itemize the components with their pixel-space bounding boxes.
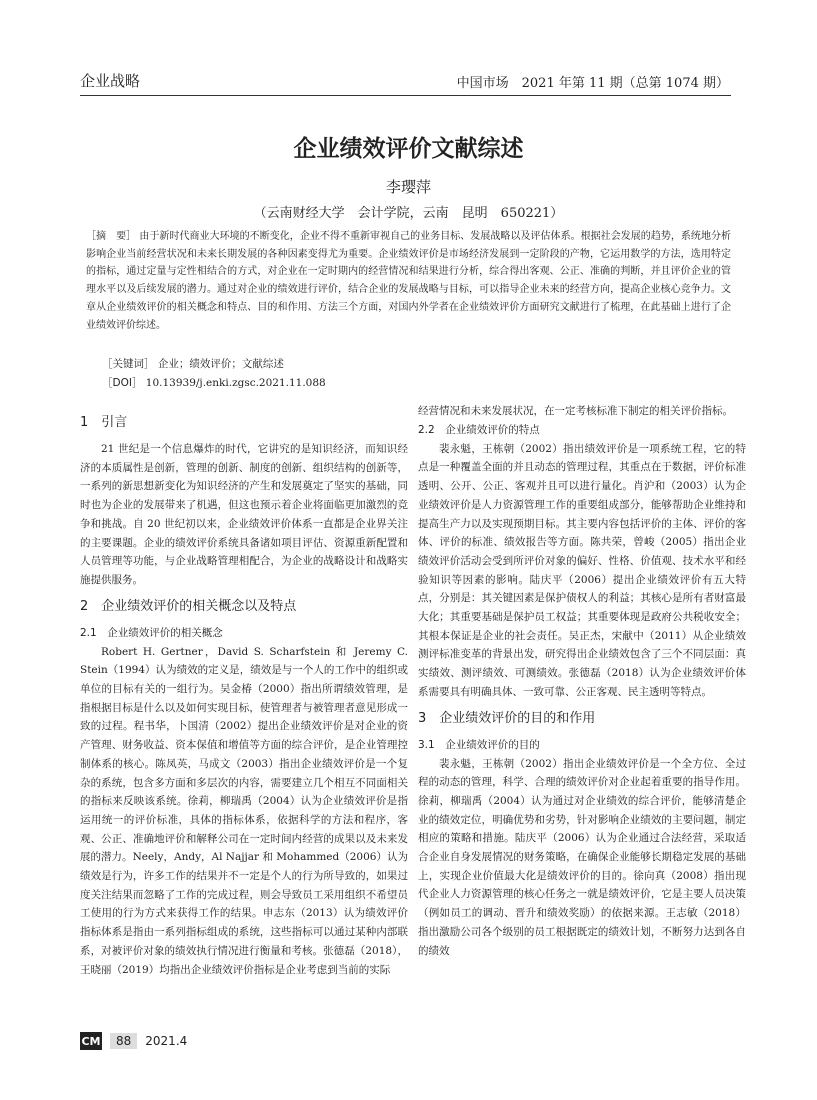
left-column: [80, 406, 408, 979]
affiliation: （云南财经大学 会计学院，云南 昆明 650221）: [253, 206, 564, 221]
abstract: [86, 228, 731, 334]
abstract-label: ［摘 要］: [86, 231, 137, 242]
section-2-heading: 2 企业绩效评价的相关概念以及特点: [80, 598, 297, 614]
keywords-text: 企业；绩效评价；文献综述: [157, 358, 284, 370]
abstract-text: 由于新时代商业大环境的不断变化，企业不得不重新审视自己的业务目标、发展战略以及评估体系。根据社会发展的趋势，系统地分析影响企业当前经营状况和未来长期发展的各种因素变得尤为重要。企业绩效评价是市场经济发展到一定阶段的产物，它运用数学的方法，选用特定的指标，通过定量与定性相结合的方式，对企业在一定时期内的经营情况和结果进行分析，综合得出客观、公正、准确的判断，并且评价企业的管理水平以及后续发展的潜力。通过对企业的绩效进行评价，结合企业的发展战略与目标，可以指导企业未来的经营方向，提高企业核心竞争力。文章从企业绩效评价的相关概念和特点、目的和作用、方法三个方面，对国内外学者在企业绩效评价方面研究文献进行了梳理，在此基础上进行了企业绩效评价综述。: [86, 231, 732, 331]
journal-logo: CM: [80, 1032, 102, 1050]
section-2-1-heading: 2.1 企业绩效评价的相关概念: [80, 626, 223, 639]
article-title: 企业绩效评价文献综述: [293, 136, 524, 162]
doi-label: ［DOI］: [102, 377, 143, 389]
header-rule: [80, 95, 731, 96]
page-footer: [80, 1032, 187, 1050]
section-3-1-heading: 3.1 企业绩效评价的目的: [418, 738, 540, 751]
continued-paragraph: 经营情况和未来发展状况，在一定考核标准下制定的相关评价指标。: [418, 405, 733, 417]
journal-issue: 中国市场 2021 年第 11 期（总第 1074 期）: [456, 76, 729, 91]
right-column: [418, 402, 746, 960]
section-2-2-heading: 2.2 企业绩效评价的特点: [418, 423, 540, 436]
section-3-1-paragraph: 裴永魁，王栋朝（2002）指出企业绩效评价是一个全方位、全过程的动态的管理，科学、合理的绩效评价对企业起着重要的指导作用。徐莉，柳瑞禹（2004）认为通过对企业绩效的综合评价，能够清楚企业的绩效定位，明确优势和劣势，针对影响企业绩效的主要问题，制定相应的策略和措施。陆庆平（2006）认为企业通过合法经营，采取适合企业自身发展情况的财务策略，在确保企业能够长期稳定发展的基础上，实现企业价值最大化是绩效评价的目的。徐向真（2008）指出现代企业人力资源管理的核心任务之一就是绩效评价，它是主要人员决策（例如员工的调动、晋升和绩效奖励）的依据来源。王志敏（2018）指出激励公司各个级别的员工根据既定的绩效计划，不断努力达到各自的绩效: [418, 757, 746, 957]
section-3-heading: 3 企业绩效评价的目的和作用: [418, 710, 596, 726]
section-1-heading: 1 引言: [80, 415, 128, 430]
author-name: 李璎萍: [385, 178, 431, 196]
keywords: [102, 356, 284, 371]
issue-date: 2021.4: [145, 1034, 188, 1048]
section-label: 企业战略: [80, 72, 141, 90]
doi-text: 10.13939/j.enki.zgsc.2021.11.088: [145, 377, 326, 389]
doi: [102, 375, 326, 390]
keywords-label: ［关键词］: [102, 358, 155, 370]
section-1-paragraph: 21 世纪是一个信息爆炸的时代，它讲究的是知识经济，而知识经济的本质属性是创新，管理的创新、制度的创新、组织结构的创新等，一系列的新思想新变化为知识经济的产生和发展奠定了坚实的基础，同时也为企业的发展带来了机遇，但这也预示着企业将面临更加激烈的竞争和挑战。自 20 世纪初以来，企业绩效评价体系一直都是企业界关注的主要课题。企业的绩效评价系统具备诸如项目评估、资源重新配置和人员管理等功能，与企业战略管理相配合，为企业的战略设计和战略实施提供服务。: [80, 443, 408, 586]
section-2-1-paragraph: Robert H. Gertner，David S. Scharfstein 和 Jeremy C. Stein（1994）认为绩效的定义是，绩效是与一个人的工作中的组织或单位的目标有关的一组行为。吴金椿（2000）指出所谓绩效管理，是指根据目标是什么以及如何实现目标，使管理者与被管理者意见形成一致的过程。程书华，卜国清（2002）提出企业绩效评价是对企业的资产管理、财务收益、资本保值和增值等方面的综合评价，是企业管理控制体系的核心。陈凤英，马成文（2003）指出企业绩效评价是一个复杂的系统，包含多方面和多层次的内容，需要建立几个相互不同面相关的指标来反映该系统。徐莉，柳瑞禹（2004）认为企业绩效评价是指运用统一的评价标准，具体的指标体系，依据科学的方法和程序，客观、公正、准确地评价和解释公司在一定时间内经营的成果以及未来发展的潜力。Neely，Andy，Al Najjar 和 Mohammed（2006）认为绩效是行为，许多工作的结果并不一定是个人的行为所导致的，如果过度关注结果而忽略了工作的完成过程，则会导致员工采用组织不希望员工使用的行为方式来获得工作的结果。申志东（2013）认为绩效评价指标体系是指由一系列指标组成的系统，这些指标可以通过某种内部联系，对被评价对象的绩效执行情况进行衡量和考核。张德磊（2018），王晓丽（2019）均指出企业绩效评价指标是企业考虑到当前的实际: [80, 645, 408, 976]
section-2-2-paragraph: 裴永魁，王栋朝（2002）指出绩效评价是一项系统工程，它的特点是一种覆盖全面的并且动态的管理过程，其重点在于数据，评价标准透明、公开、公正、客观并且可以进行量化。肖沪和（2003）认为企业绩效评价是人力资源管理工作的重要组成部分，能够帮助企业维持和提高生产力以及实现预期目标。其主要内容包括评价的主体、评价的客体、评价的标准、绩效报告等方面。陈共荣，曾峻（2005）指出企业绩效评价活动会受到所评价对象的偏好、性格、价值观、技术水平和经验知识等因素的影响。陆庆平（2006）提出企业绩效评价有五大特点，分别是：其关键因素是保护债权人的利益；其核心是所有者财富最大化；其重要基础是保护员工权益；其重要体现是政府公共税收安全；其根本保证是企业的社会责任。吴正杰，宋献中（2011）从企业绩效测评标准变革的背景出发，研究得出企业绩效包含了三个不同层面：真实绩效、测评绩效、可测绩效。张德磊（2018）认为企业绩效评价体系需要具有明确具体、一致可靠、公正客观、民主透明等特点。: [418, 442, 746, 698]
page-number: 88: [110, 1033, 137, 1049]
